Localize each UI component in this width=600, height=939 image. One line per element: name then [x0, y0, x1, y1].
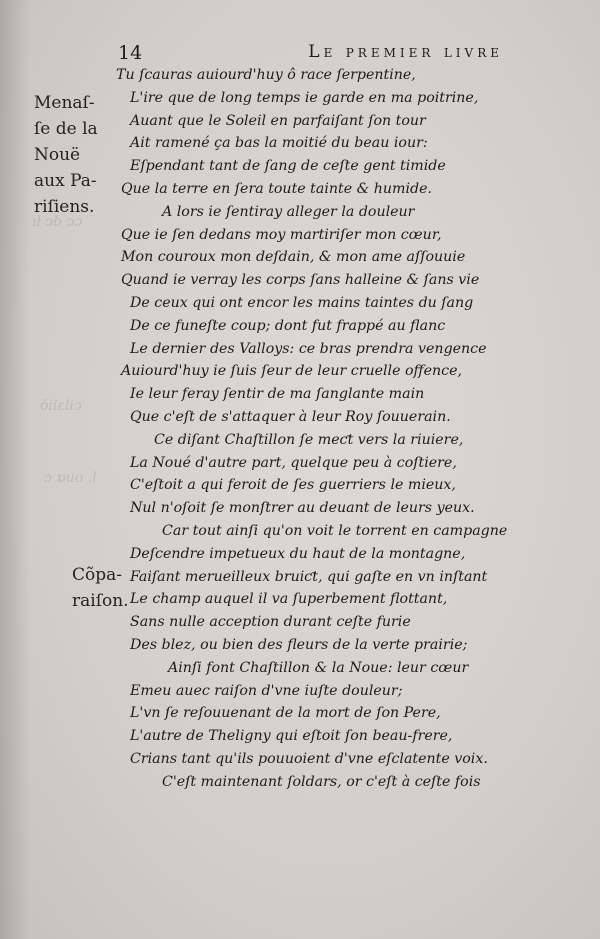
verse-line: Eſpendant tant de ſang de ceſte gent timide	[130, 158, 446, 175]
verse-line: Ait ramené ça bas la moitié du beau iour:	[130, 135, 428, 152]
verse-line: Nul n'oſoit ſe monſtrer au deuant de leurs yeux.	[130, 500, 475, 517]
bleed-through-mark: ɔ ɒuo .l	[44, 470, 97, 486]
verse-line: Ainſi font Chaſtillon & la Noue: leur cœur	[168, 659, 469, 676]
verse-line: Auiourd'huy ie ſuis ſeur de leur cruelle offence,	[121, 363, 462, 380]
verse-line: C'eſtoit a qui feroit de ſes guerriers le mieux,	[130, 477, 456, 494]
verse-line: Des blez, ou bien des fleurs de la verte prairie;	[130, 636, 468, 653]
verse-line: L'vn ſe reſouuenant de la mort de ſon Pere,	[130, 705, 441, 722]
verse-line: De ce funeſte coup; dont fut frappé au flanc	[130, 317, 446, 334]
bleed-through-mark: ıl ᴐb ɔɔ	[32, 214, 83, 230]
verse-line: Car tout ainſi qu'on voit le torrent en campagne	[162, 522, 508, 539]
verse-line: La Noué d'autre part, quelque peu à coſtiere,	[130, 454, 457, 471]
margin-note-line: Menaſ-	[34, 93, 95, 113]
verse-line: Que ie ſen dedans moy martiriſer mon cœur,	[121, 226, 442, 243]
verse-line: De ceux qui ont encor les mains taintes du ſang	[130, 294, 474, 311]
verse-line: L'autre de Theligny qui eſtoit ſon beau-frere,	[130, 728, 453, 745]
margin-note-line: ſe de la	[34, 119, 98, 139]
page-header	[118, 42, 503, 66]
verse-line: Quand ie verray les corps ſans halleine & ſans vie	[121, 272, 480, 289]
page-number: 14	[118, 42, 143, 64]
verse-text	[116, 64, 516, 794]
margin-note-line: Cõpa-	[72, 565, 123, 585]
verse-line: L'ire que de long temps ie garde en ma poitrine,	[130, 89, 479, 106]
margin-note-line: aux Pa-	[34, 171, 97, 191]
verse-line: Faiſant merueilleux bruiƈt, qui gaſte en vn inſtant	[130, 568, 488, 585]
bleed-through-mark: ōiiɛliɔ	[40, 398, 82, 414]
verse-line: Le champ auquel il va ſuperbement flottant,	[130, 591, 448, 608]
verse-line: Tu ſcauras auiourd'huy ô race ſerpentine,	[116, 67, 416, 83]
verse-line: Mon couroux mon deſdain, & mon ame aſſouuie	[121, 249, 466, 266]
verse-line: Deſcendre impetueux du haut de la montagne,	[130, 545, 466, 562]
page-gutter-shadow	[0, 0, 30, 939]
running-title: Le premier livre	[308, 42, 503, 62]
verse-line: Auant que le Soleil en parfaiſant ſon tour	[130, 112, 426, 129]
margin-note-line: riſiens.	[34, 197, 95, 217]
verse-line: Crians tant qu'ils pouuoient d'vne eſclatente voix.	[130, 750, 488, 767]
verse-line: Que la terre en ſera toute tainte & humide.	[121, 180, 433, 197]
verse-line: Sans nulle acception durant ceſte furie	[130, 614, 411, 631]
verse-line: Le dernier des Valloys: ce bras prendra vengence	[130, 340, 487, 357]
verse-line: Ce diſant Chaſtillon ſe meƈt vers la riuiere,	[154, 431, 464, 448]
margin-note-line: raiſon.	[72, 591, 129, 611]
verse-line: Que c'eſt de s'attaquer à leur Roy ſouuerain.	[130, 408, 451, 425]
verse-line: Ie leur feray ſentir de ma ſanglante main	[130, 386, 425, 403]
verse-line: A lors ie ſentiray alleger la douleur	[162, 203, 415, 220]
margin-note-menace	[34, 90, 118, 220]
margin-note-line: Nouë	[34, 145, 81, 165]
verse-line: Emeu auec raiſon d'vne iuſte douleur;	[130, 682, 403, 699]
verse-line: C'eſt maintenant ſoldars, or c'eſt à ceſte fois	[162, 773, 481, 790]
